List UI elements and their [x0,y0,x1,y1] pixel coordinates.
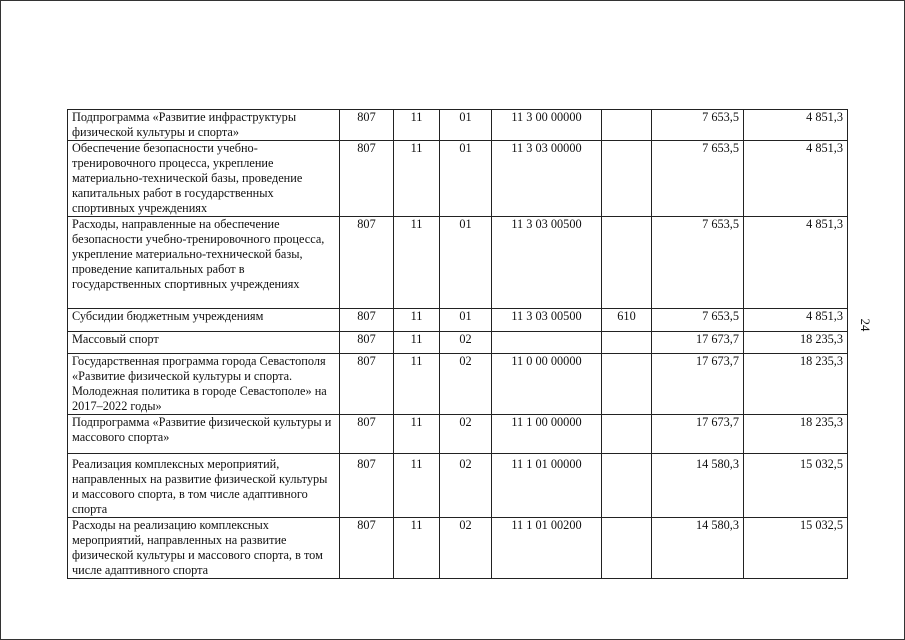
target-code [492,332,602,354]
expense-type [602,454,652,518]
section-code: 11 [394,217,440,309]
subsection-code: 02 [440,332,492,354]
target-code: 11 3 03 00500 [492,217,602,309]
expense-type [602,415,652,454]
amount-first-year: 7 653,5 [652,141,744,217]
budget-table [67,109,848,579]
row-name: Подпрограмма «Развитие физической культуры и массового спорта» [68,415,340,454]
amount-second-year: 4 851,3 [744,141,848,217]
table-row [68,415,848,454]
target-code: 11 3 03 00000 [492,141,602,217]
amount-second-year: 18 235,3 [744,415,848,454]
amount-first-year: 7 653,5 [652,309,744,332]
target-code: 11 1 00 00000 [492,415,602,454]
subsection-code: 02 [440,518,492,579]
row-name: Расходы, направленные на обеспечение безопасности учебно-тренировочного процесса, укрепление материально-технической базы, проведение капитальных работ в государственных спортивных учреждениях [68,217,340,309]
ministry-code: 807 [340,354,394,415]
expense-type [602,354,652,415]
subsection-code: 01 [440,141,492,217]
row-name: Государственная программа города Севастополя «Развитие физической культуры и спорта. Молодежная политика в городе Севастополе» на 2017–2022 годы» [68,354,340,415]
amount-first-year: 17 673,7 [652,332,744,354]
section-code: 11 [394,332,440,354]
ministry-code: 807 [340,217,394,309]
subsection-code: 02 [440,415,492,454]
table-row [68,110,848,141]
table-row [68,354,848,415]
amount-first-year: 14 580,3 [652,454,744,518]
subsection-code: 02 [440,454,492,518]
page-number: 24 [858,318,873,332]
amount-second-year: 4 851,3 [744,110,848,141]
ministry-code: 807 [340,518,394,579]
ministry-code: 807 [340,309,394,332]
subsection-code: 01 [440,110,492,141]
table-row [68,454,848,518]
amount-second-year: 15 032,5 [744,518,848,579]
amount-second-year: 18 235,3 [744,332,848,354]
amount-second-year: 15 032,5 [744,454,848,518]
target-code: 11 3 03 00500 [492,309,602,332]
target-code: 11 1 01 00200 [492,518,602,579]
table-row [68,332,848,354]
expense-type: 610 [602,309,652,332]
section-code: 11 [394,141,440,217]
section-code: 11 [394,110,440,141]
row-name: Субсидии бюджетным учреждениям [68,309,340,332]
table-row [68,141,848,217]
row-name: Массовый спорт [68,332,340,354]
expense-type [602,141,652,217]
amount-first-year: 7 653,5 [652,217,744,309]
amount-first-year: 14 580,3 [652,518,744,579]
amount-first-year: 17 673,7 [652,354,744,415]
expense-type [602,217,652,309]
table-row [68,217,848,309]
subsection-code: 01 [440,309,492,332]
expense-type [602,332,652,354]
target-code: 11 3 00 00000 [492,110,602,141]
ministry-code: 807 [340,141,394,217]
amount-second-year: 4 851,3 [744,309,848,332]
amount-first-year: 7 653,5 [652,110,744,141]
target-code: 11 1 01 00000 [492,454,602,518]
row-name: Расходы на реализацию комплексных мероприятий, направленных на развитие физической культуры и массового спорта, в том числе адаптивного спорта [68,518,340,579]
target-code: 11 0 00 00000 [492,354,602,415]
row-name: Реализация комплексных мероприятий, направленных на развитие физической культуры и массового спорта, в том числе адаптивного спорта [68,454,340,518]
section-code: 11 [394,354,440,415]
ministry-code: 807 [340,332,394,354]
subsection-code: 02 [440,354,492,415]
ministry-code: 807 [340,454,394,518]
section-code: 11 [394,454,440,518]
subsection-code: 01 [440,217,492,309]
table-row [68,518,848,579]
section-code: 11 [394,309,440,332]
amount-second-year: 18 235,3 [744,354,848,415]
amount-second-year: 4 851,3 [744,217,848,309]
expense-type [602,110,652,141]
ministry-code: 807 [340,110,394,141]
section-code: 11 [394,518,440,579]
amount-first-year: 17 673,7 [652,415,744,454]
section-code: 11 [394,415,440,454]
expense-type [602,518,652,579]
row-name: Обеспечение безопасности учебно-тренировочного процесса, укрепление материально-технической базы, проведение капитальных работ в государственных спортивных учреждениях [68,141,340,217]
row-name: Подпрограмма «Развитие инфраструктуры физической культуры и спорта» [68,110,340,141]
table-row [68,309,848,332]
ministry-code: 807 [340,415,394,454]
